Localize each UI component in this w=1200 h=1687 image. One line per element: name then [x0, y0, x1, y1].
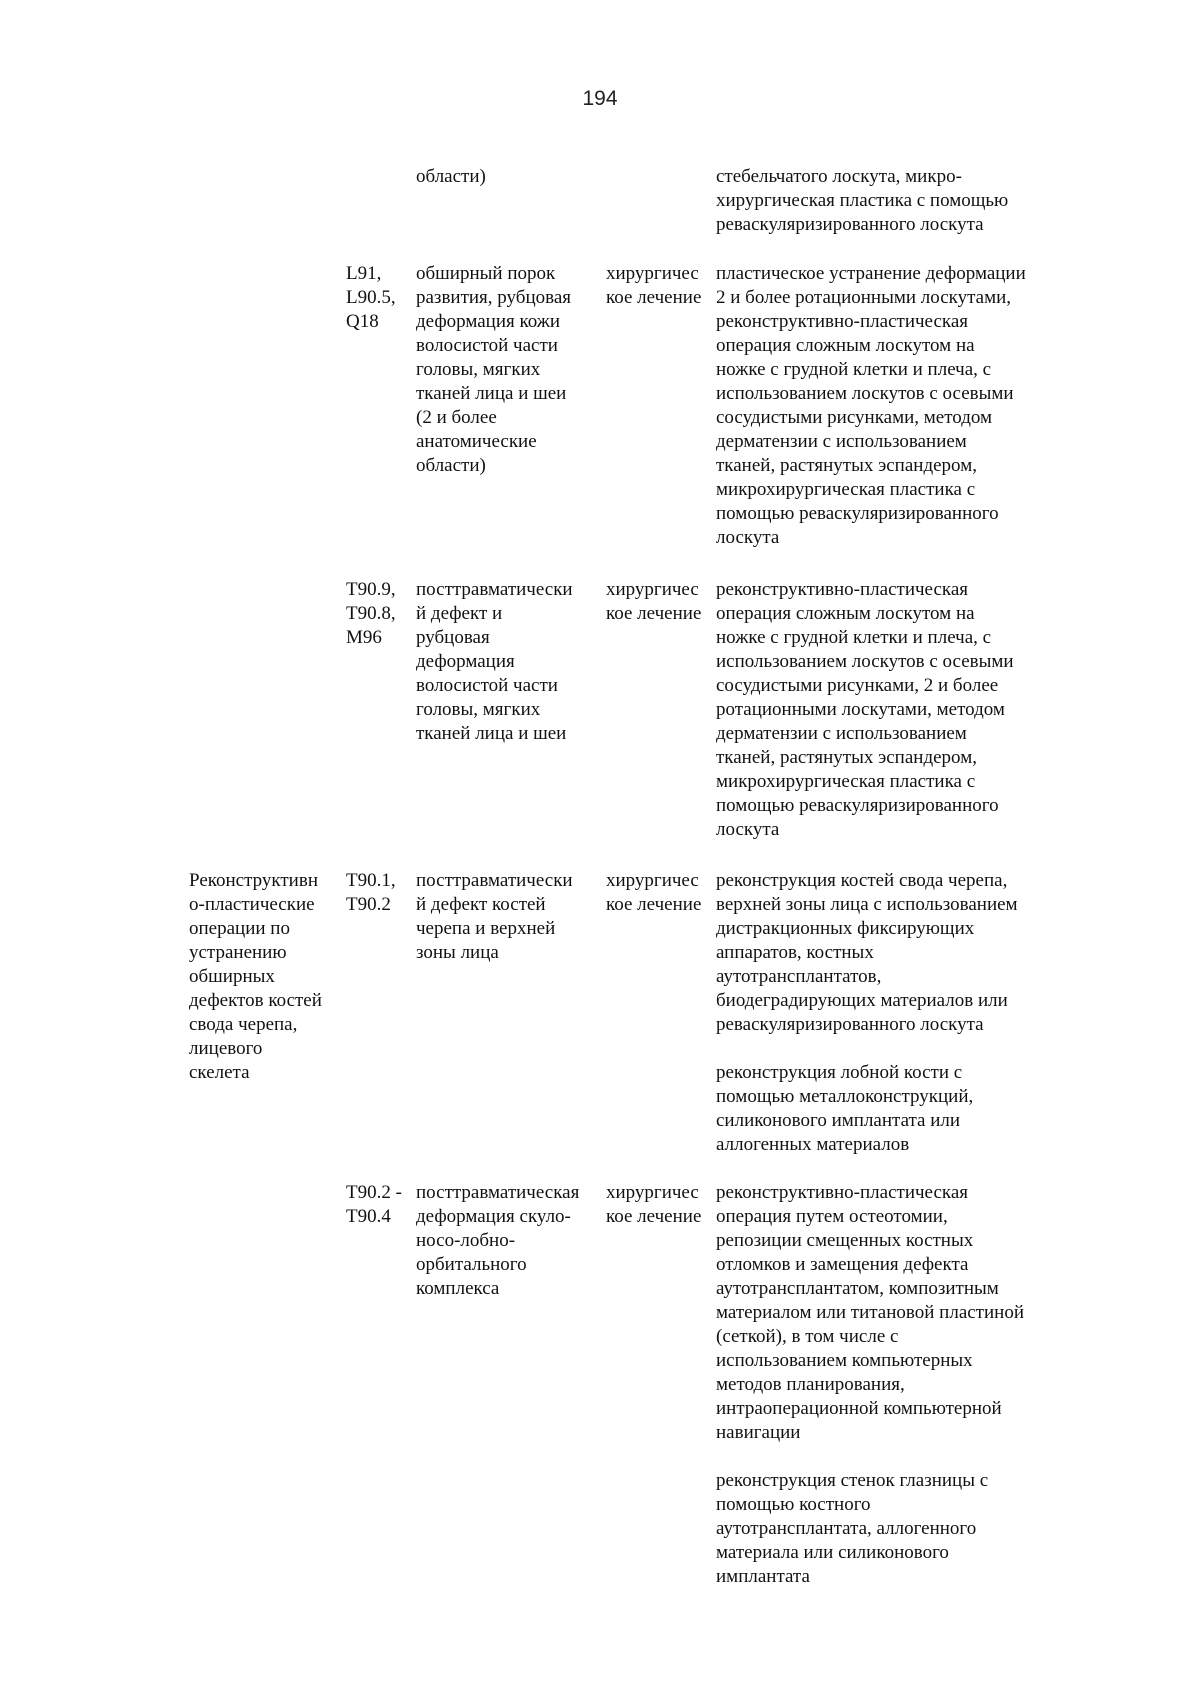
condition-cell: посттравматически й дефект костей черепа и верхней зоны лица [416, 870, 573, 963]
code-cell: L91, L90.5, Q18 [346, 263, 396, 332]
method-cell: реконструкция стенок глазницы с помощью костного аутотрансплантата, аллогенного материала или силиконового имплантата [716, 1470, 989, 1587]
method-cell: реконструктивно-пластическая операция сложным лоскутом на ножке с грудной клетки и плеча, с использованием лоскутов с осевыми сосудистыми рисунками, 2 и более ротационными лоскутами, методом дерматензии с использованием тканей, растянутых эспандером, микрохирургическая пластика с помощью реваскуляризированного лоскута [716, 579, 1014, 840]
treatment-cell: хирургичес кое лечение [606, 579, 702, 624]
method-cell: реконструкция лобной кости с помощью металлоконструкций, силиконового имплантата или аллогенных материалов [716, 1062, 974, 1155]
condition-cell: области) [416, 166, 486, 187]
treatment-cell: хирургичес кое лечение [606, 263, 702, 308]
treatment-cell: хирургичес кое лечение [606, 1182, 702, 1227]
method-cell: стебельчатого лоскута, микро- хирургическая пластика с помощью реваскуляризированного лоскута [716, 166, 1009, 235]
treatment-cell: хирургичес кое лечение [606, 870, 702, 915]
method-cell: реконструкция костей свода черепа, верхней зоны лица с использованием дистракционных фиксирующих аппаратов, костных аутотрансплантатов, биодеградирующих материалов или реваскуляризированного лоскута [716, 870, 1018, 1035]
page-number: 194 [582, 87, 618, 110]
code-cell: T90.2 - T90.4 [346, 1182, 402, 1227]
group-cell: Реконструктивн о-пластические операции по устранению обширных дефектов костей свода черепа, лицевого скелета [189, 870, 322, 1083]
condition-cell: посттравматическая деформация скуло- носо-лобно- орбитального комплекса [416, 1182, 580, 1299]
code-cell: T90.9, T90.8, M96 [346, 579, 396, 648]
condition-cell: посттравматически й дефект и рубцовая деформация волосистой части головы, мягких тканей лица и шеи [416, 579, 573, 744]
condition-cell: обширный порок развития, рубцовая деформация кожи волосистой части головы, мягких тканей лица и шеи (2 и более анатомические области) [416, 263, 572, 476]
method-cell: пластическое устранение деформации 2 и более ротационными лоскутами, реконструктивно-пластическая операция сложным лоскутом на ножке с грудной клетки и плеча, с использованием лоскутов с осевыми сосудистыми рисунками, методом дерматензии с использованием тканей, растянутых эспандером, микрохирургическая пластика с помощью реваскуляризированного лоскута [716, 263, 1026, 548]
code-cell: T90.1, T90.2 [346, 870, 396, 915]
method-cell: реконструктивно-пластическая операция путем остеотомии, репозиции смещенных костных отломков и замещения дефекта аутотрансплантатом, композитным материалом или титановой пластиной (сеткой), в том числе с использованием компьютерных методов планирования, интраоперационной компьютерной навигации [716, 1182, 1024, 1443]
